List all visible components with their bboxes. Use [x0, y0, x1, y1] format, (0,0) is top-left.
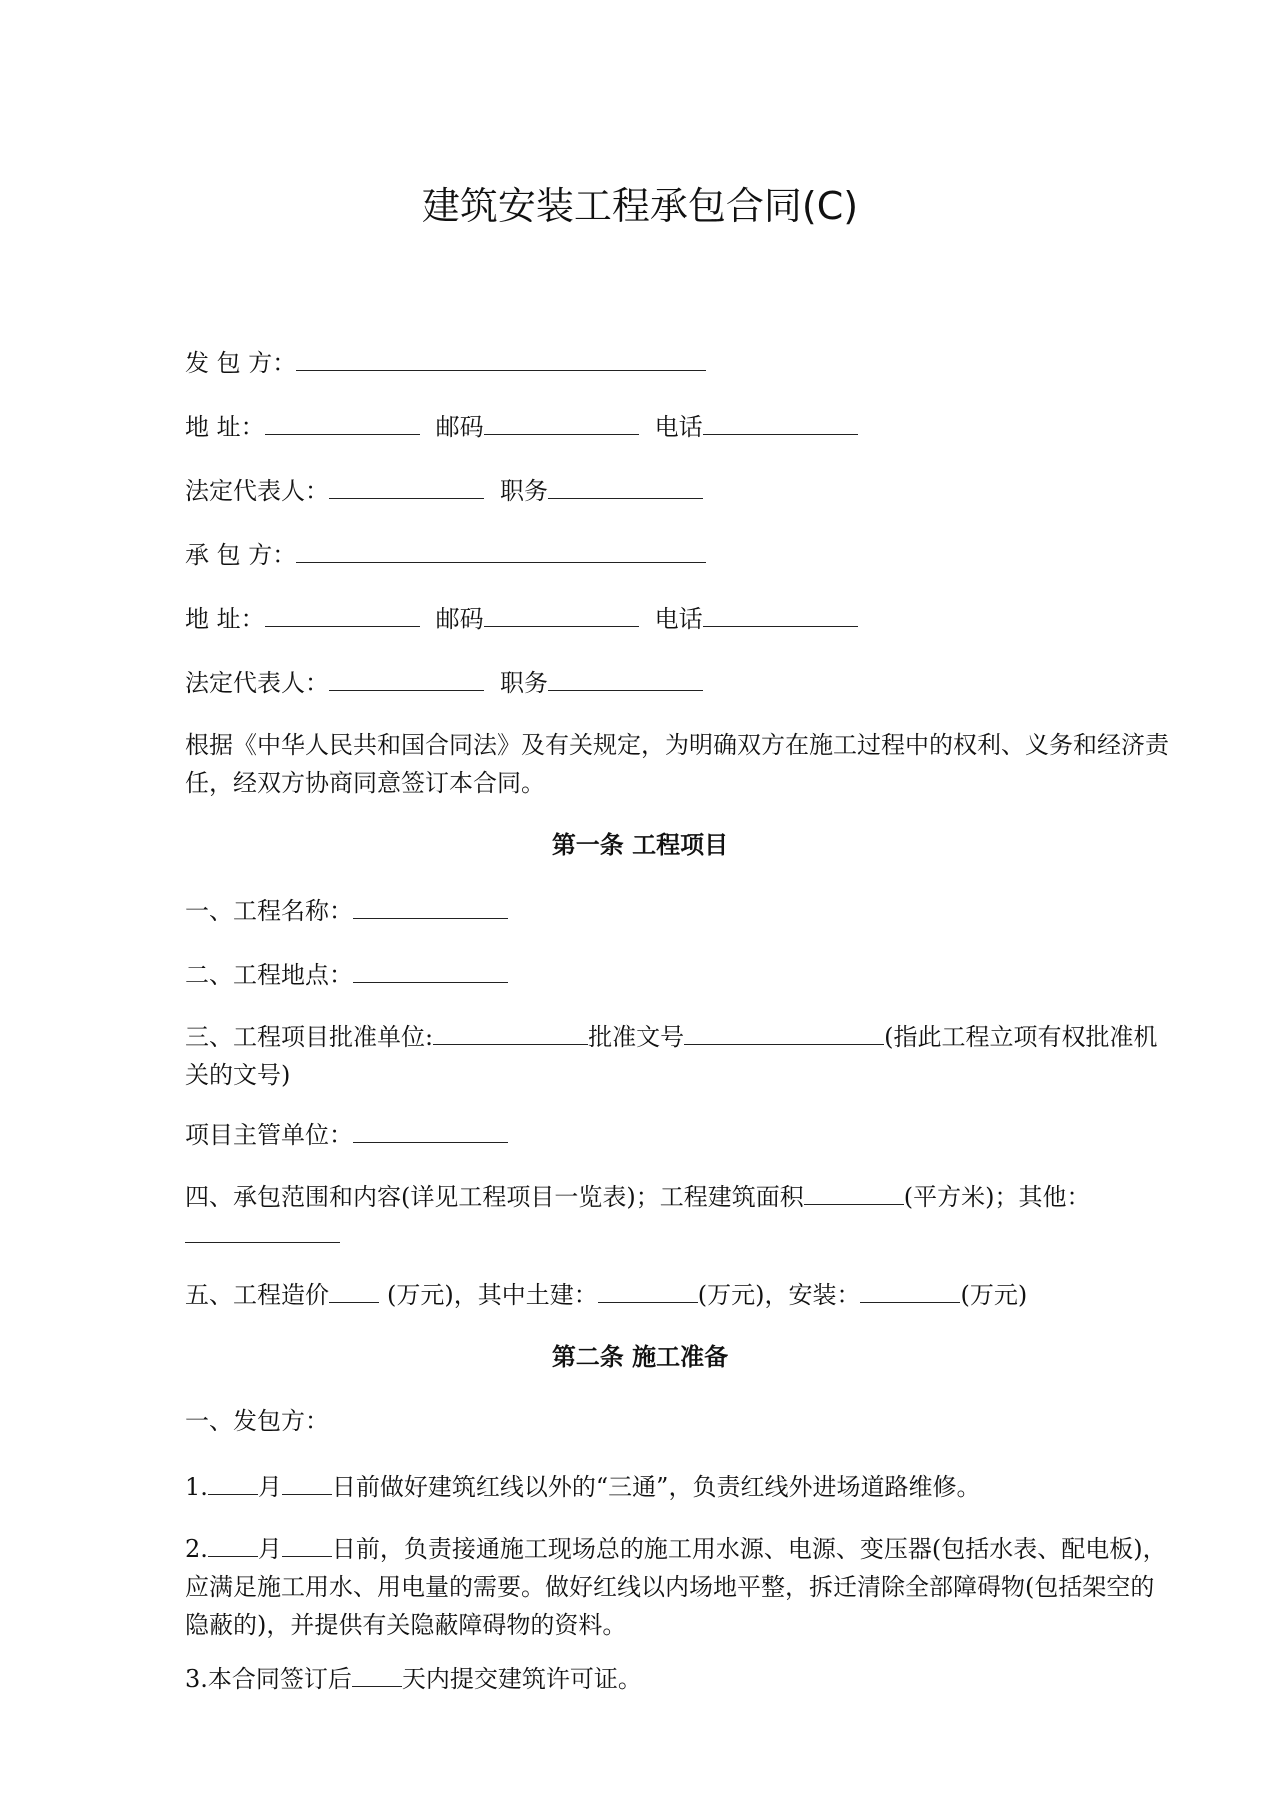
scope-label: 四、承包范围和内容(详见工程项目一览表)；工程建筑面积 — [185, 1183, 804, 1211]
party-a-address-line — [185, 408, 858, 444]
cost-civil-blank[interactable] — [598, 1276, 698, 1303]
party-a-position-label: 职务 — [500, 477, 548, 505]
project-location-line — [185, 956, 508, 992]
cost-line — [185, 1276, 1027, 1312]
party-a-line — [185, 344, 706, 380]
prep-item-3 — [185, 1660, 642, 1696]
party-a-blank[interactable] — [296, 344, 706, 371]
project-manager-blank[interactable] — [353, 1116, 508, 1143]
party-b-rep-blank[interactable] — [329, 664, 484, 691]
cost-total-blank[interactable] — [329, 1276, 379, 1303]
party-a-rep-blank[interactable] — [329, 472, 484, 499]
prep-item-1-day-blank[interactable] — [282, 1468, 332, 1495]
project-manager-label: 项目主管单位： — [185, 1121, 353, 1149]
party-b-blank[interactable] — [296, 536, 706, 563]
party-a-phone-label: 电话 — [654, 413, 703, 441]
approval-unit-label: 三、工程项目批准单位: — [185, 1023, 434, 1051]
project-location-blank[interactable] — [353, 956, 508, 983]
approval-number-label: 批准文号 — [588, 1023, 685, 1051]
party-b-label: 承 包 方： — [185, 541, 297, 569]
prep-item-3-days-blank[interactable] — [352, 1660, 402, 1687]
party-b-postcode-label: 邮码 — [435, 605, 484, 633]
party-b-position-label: 职务 — [500, 669, 548, 697]
prep-item-1-number: 1. — [185, 1473, 208, 1501]
party-b-rep-label: 法定代表人： — [185, 669, 329, 697]
cost-label: 五、工程造价 — [185, 1281, 329, 1309]
party-a-phone-blank[interactable] — [703, 408, 858, 435]
project-location-label: 二、工程地点： — [185, 961, 353, 989]
party-b-phone-label: 电话 — [654, 605, 703, 633]
preamble-paragraph: 根据《中华人民共和国合同法》及有关规定，为明确双方在施工过程中的权利、义务和经济责任，经双方协商同意签订本合同。 — [185, 731, 1169, 797]
party-b-postcode-blank[interactable] — [484, 600, 639, 627]
party-a-postcode-blank[interactable] — [484, 408, 639, 435]
prep-item-2 — [185, 1530, 1175, 1644]
party-b-position-blank[interactable] — [548, 664, 703, 691]
scope-paragraph — [185, 1178, 1175, 1254]
prep-item-1-month-blank[interactable] — [208, 1468, 258, 1495]
scope-unit-label: (平方米)；其他： — [903, 1183, 1091, 1211]
cost-install-blank[interactable] — [860, 1276, 960, 1303]
prep-item-1-month-label: 月 — [257, 1473, 282, 1501]
project-name-blank[interactable] — [353, 892, 508, 919]
article-2-heading: 第二条 施工准备 — [551, 1343, 729, 1371]
cost-install-label: (万元)，安装： — [697, 1281, 861, 1309]
party-a-address-label: 地 址： — [185, 413, 265, 441]
party-b-phone-blank[interactable] — [703, 600, 858, 627]
approval-unit-blank[interactable] — [433, 1018, 588, 1045]
employer-line — [185, 1404, 329, 1438]
party-b-line — [185, 536, 706, 572]
prep-item-2-number: 2. — [185, 1535, 208, 1563]
project-name-label: 一、工程名称： — [185, 897, 353, 925]
party-a-address-blank[interactable] — [265, 408, 420, 435]
cost-unit-label: (万元) — [960, 1281, 1028, 1309]
prep-item-2-day-blank[interactable] — [282, 1530, 332, 1557]
party-a-rep-line — [185, 472, 703, 508]
approval-paragraph — [185, 1018, 1175, 1094]
prep-item-3-text-b: 天内提交建筑许可证。 — [401, 1665, 642, 1693]
article-1-heading: 第一条 工程项目 — [551, 831, 729, 859]
party-b-address-line — [185, 600, 858, 636]
project-manager-line — [185, 1116, 508, 1152]
party-a-rep-label: 法定代表人： — [185, 477, 329, 505]
prep-item-2-month-blank[interactable] — [208, 1530, 258, 1557]
project-name-line — [185, 892, 508, 928]
party-b-rep-line — [185, 664, 703, 700]
approval-number-blank[interactable] — [684, 1018, 884, 1045]
party-b-address-label: 地 址： — [185, 605, 265, 633]
prep-item-2-text: 日前，负责接通施工现场总的施工用水源、电源、变压器(包括水表、配电板)，应满足施工用水、用电量的需要。做好红线以内场地平整，拆迁清除全部障碍物(包括架空的隐蔽的)，并提供有关隐蔽障碍物的资料。 — [185, 1535, 1167, 1639]
prep-item-2-month-label: 月 — [257, 1535, 282, 1563]
prep-item-1-text: 日前做好建筑红线以外的“三通”，负责红线外进场道路维修。 — [331, 1473, 981, 1501]
party-a-postcode-label: 邮码 — [435, 413, 484, 441]
approval-note: (指此工程立项有权批准机关的文号) — [185, 1023, 1158, 1089]
other-blank[interactable] — [185, 1216, 340, 1243]
area-blank[interactable] — [804, 1178, 904, 1205]
party-a-label: 发 包 方： — [185, 349, 297, 377]
document-title: 建筑安装工程承包合同(C) — [421, 184, 859, 228]
prep-item-3-text-a: 3.本合同签订后 — [185, 1665, 352, 1693]
party-b-address-blank[interactable] — [265, 600, 420, 627]
prep-item-1 — [185, 1468, 980, 1504]
cost-civil-label: (万元)，其中土建： — [387, 1281, 598, 1309]
employer-label: 一、发包方： — [185, 1407, 329, 1435]
party-a-position-blank[interactable] — [548, 472, 703, 499]
